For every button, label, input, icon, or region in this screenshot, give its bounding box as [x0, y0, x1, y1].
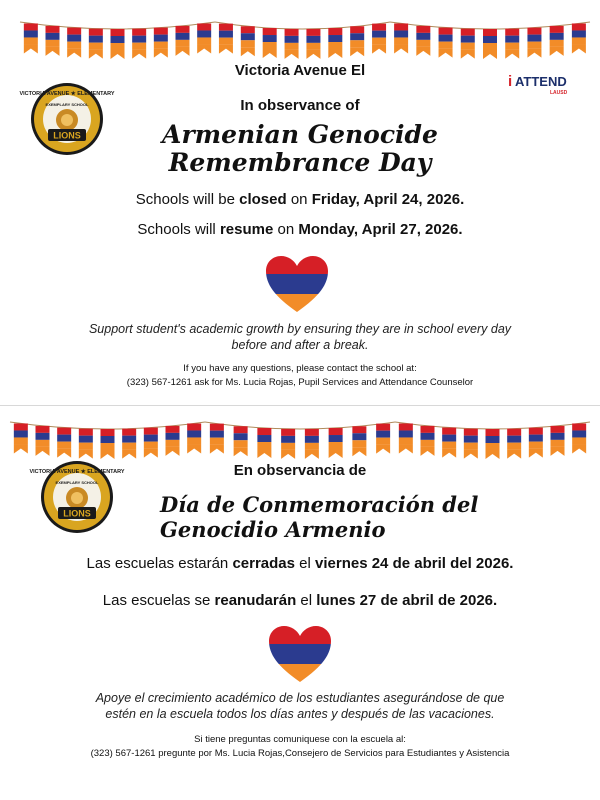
bunting-flag — [416, 26, 430, 56]
bunting-flag — [305, 429, 319, 459]
bunting-flag — [350, 26, 364, 56]
reanudaran-word: reanudarán — [214, 592, 297, 609]
armenian-flag-heart — [264, 254, 330, 314]
bunting-flag — [399, 423, 413, 453]
bunting-flag — [257, 428, 271, 458]
resume-notice — [0, 221, 600, 238]
closed-notice — [0, 191, 600, 208]
reanudaran-mid: el — [296, 592, 317, 609]
bunting-flag — [394, 23, 408, 53]
bunting-flag — [281, 429, 295, 459]
bunting-flag — [505, 29, 519, 59]
observance-heading: In observance of — [240, 97, 360, 114]
school-name: Victoria Avenue El — [234, 62, 366, 79]
bunting-flag — [442, 428, 456, 458]
bunting-flag — [101, 429, 115, 459]
cerradas-notice — [0, 555, 600, 572]
event-title-line2: Remembrance Day — [168, 148, 432, 177]
event-title-line1: Armenian Genocide — [162, 120, 438, 149]
reanudaran-prefix: Las escuelas se — [102, 592, 215, 609]
observancia-heading: En observancia de — [233, 462, 367, 479]
contact-line1: If you have any questions, please contact the school at: — [183, 363, 417, 374]
svg-text:LIONS: LIONS — [53, 130, 81, 141]
closed-mid: on — [286, 191, 312, 208]
apoye-line1: Apoye el crecimiento académico de los estudiantes asegurándose de que — [95, 691, 505, 705]
bunting-flag — [67, 28, 81, 58]
svg-text:ATTEND: ATTEND — [515, 74, 567, 89]
bunting-flag — [572, 423, 586, 453]
bunting-flag — [483, 29, 497, 59]
bunting-flag — [79, 429, 93, 459]
reanudaran-notice — [0, 592, 600, 609]
resume-prefix: Schools will — [137, 221, 220, 238]
evento-title-line2: Genocidio Armenio — [160, 517, 386, 542]
contacto-line1: Si tiene preguntas comuniquese con la escuela al: — [194, 734, 406, 745]
bunting-flag — [329, 428, 343, 458]
bunting-flag — [551, 426, 565, 456]
bunting-flag — [241, 26, 255, 56]
bunting-flag — [122, 429, 136, 459]
svg-text:LIONS: LIONS — [63, 508, 91, 519]
bunting-flag — [166, 426, 180, 456]
bunting-flag — [154, 28, 168, 58]
cerradas-word: cerradas — [232, 555, 295, 572]
contacto-info — [0, 733, 600, 761]
cerradas-prefix: Las escuelas estarán — [86, 555, 233, 572]
apoye-message — [0, 690, 600, 722]
svg-text:i: i — [508, 73, 513, 90]
contact-info — [0, 362, 600, 390]
bunting-flag — [352, 426, 366, 456]
bunting-flag — [24, 23, 38, 53]
bunting-string — [205, 422, 395, 429]
bunting-flag — [572, 23, 586, 53]
bunting-top — [0, 0, 600, 60]
resume-date: Monday, April 27, 2026. — [298, 221, 463, 238]
bunting-flag — [57, 428, 71, 458]
bunting-flag — [529, 428, 543, 458]
closed-prefix: Schools will be — [135, 191, 240, 208]
resume-word: resume — [219, 221, 274, 238]
bunting-flag — [285, 29, 299, 59]
bunting-flag — [372, 24, 386, 54]
bunting-flag — [550, 26, 564, 56]
bunting-flag — [187, 423, 201, 453]
bunting-flag — [328, 28, 342, 58]
armenian-flag-heart-spanish — [267, 624, 333, 684]
bunting-flag — [36, 426, 50, 456]
bunting-flag — [464, 429, 478, 459]
bunting-flag — [14, 423, 28, 453]
support-message — [0, 321, 600, 353]
svg-text:VICTORIA AVENUE ★ ELEMENTARY: VICTORIA AVENUE ★ ELEMENTARY — [19, 91, 115, 97]
resume-mid: on — [273, 221, 299, 238]
iattend-logo — [506, 68, 576, 98]
bunting-flag — [306, 29, 320, 59]
cerradas-mid: el — [295, 555, 316, 572]
support-line2: before and after a break. — [231, 338, 369, 352]
bunting-flag — [176, 26, 190, 56]
section-divider — [0, 405, 600, 406]
contacto-line2: (323) 567-1261 pregunte por Ms. Lucia Rojas,Consejero de Servicios para Estudiantes y Asistencia — [90, 748, 510, 759]
bunting-flag — [89, 29, 103, 59]
bunting-flag — [421, 426, 435, 456]
bunting-flag — [507, 429, 521, 459]
evento-title-line1: Día de Conmemoración del — [160, 492, 479, 517]
closed-date: Friday, April 24, 2026. — [311, 191, 465, 208]
reanudaran-date: lunes 27 de abril de 2026. — [316, 592, 498, 609]
bunting-flag — [376, 424, 390, 454]
svg-text:EXEMPLARY SCHOOL: EXEMPLARY SCHOOL — [45, 102, 89, 107]
bunting-flag — [197, 23, 211, 53]
contact-line2: (323) 567-1261 ask for Ms. Lucia Rojas, Pupil Services and Attendance Counselor — [126, 377, 474, 388]
bunting-flag — [210, 424, 224, 454]
svg-text:EXEMPLARY SCHOOL: EXEMPLARY SCHOOL — [55, 480, 99, 485]
svg-text:LAUSD: LAUSD — [550, 90, 568, 96]
svg-text:VICTORIA AVENUE ★ ELEMENTARY: VICTORIA AVENUE ★ ELEMENTARY — [29, 469, 125, 475]
bunting-flag — [461, 29, 475, 59]
apoye-line2: estén en la escuela todos los días antes y después de las vacaciones. — [105, 707, 495, 721]
bunting-flag — [439, 28, 453, 58]
bunting-flag — [111, 29, 125, 59]
bunting-flag — [144, 428, 158, 458]
bunting-flag — [132, 29, 146, 59]
bunting-flag — [263, 28, 277, 58]
bunting-flag — [486, 429, 500, 459]
bunting-flag — [46, 26, 60, 56]
closed-word: closed — [239, 191, 287, 208]
cerradas-date: viernes 24 de abril del 2026. — [315, 555, 514, 572]
bunting-flag — [234, 426, 248, 456]
bunting-flag — [527, 28, 541, 58]
support-line1: Support student's academic growth by ensuring they are in school every day — [88, 322, 512, 336]
bunting-flag — [219, 24, 233, 54]
